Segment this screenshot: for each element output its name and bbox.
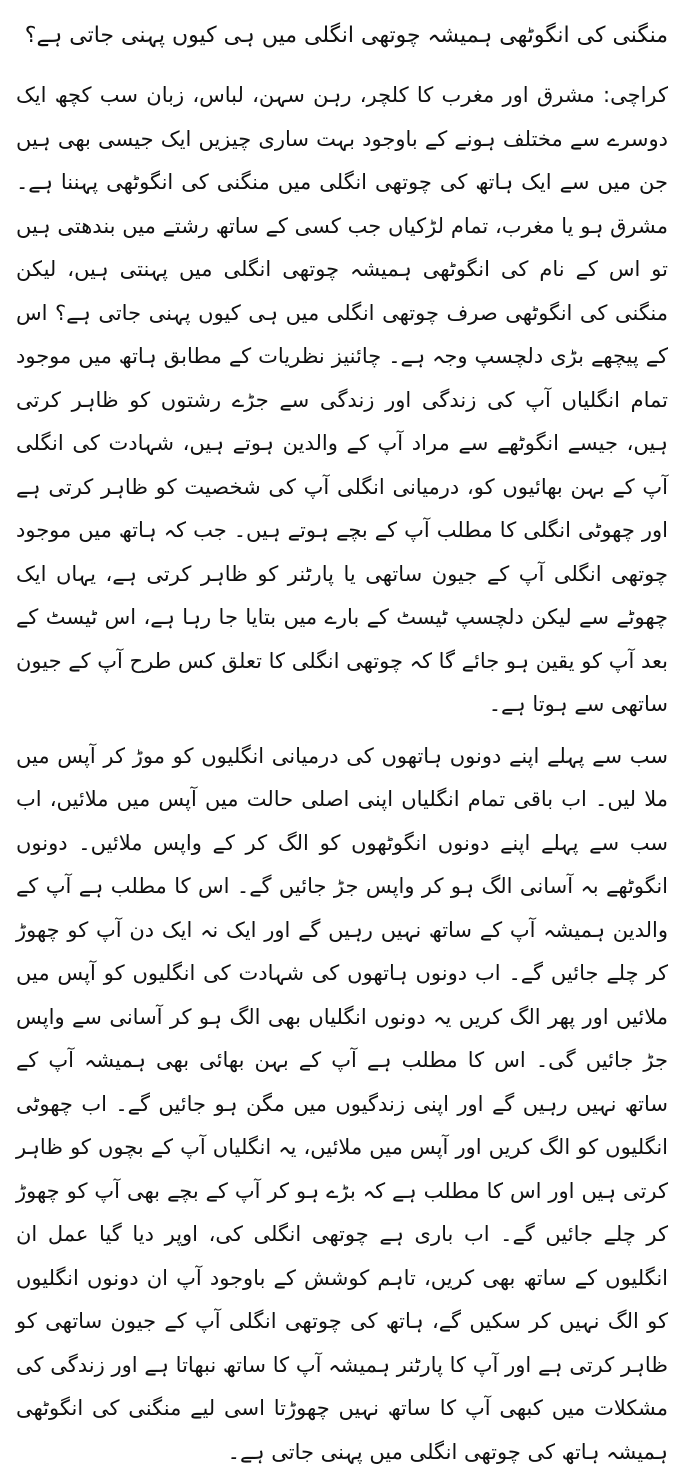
- article-paragraph-1: کراچی: مشرق اور مغرب کا کلچر، رہن سہن، لباس، زبان سب کچھ ایک دوسرے سے مختلف ہونے کے باوجود بہت ساری چیزیں ایک جیسی بھی ہیں جن میں سے ایک ہاتھ کی چوتھی انگلی میں منگنی کی انگوٹھی پہننا ہے۔ مشرق ہو یا مغرب، تمام لڑکیاں جب کسی کے ساتھ رشتے میں بندھتی ہیں تو اس کے نام کی انگوٹھی ہمیشہ چوتھی انگلی میں پہنتی ہیں، لیکن منگنی کی انگوٹھی صرف چوتھی انگلی میں ہی کیوں پہنی جاتی ہے؟ اس کے پیچھے بڑی دلچسپ وجہ ہے۔ چائنیز نظریات کے مطابق ہاتھ میں موجود تمام انگلیاں آپ کی زندگی اور زندگی سے جڑے رشتوں کو ظاہر کرتی ہیں، جیسے انگوٹھے سے مراد آپ کے والدین ہوتے ہیں، شہادت کی انگلی آپ کے بہن بھائیوں کو، درمیانی انگلی آپ کی شخصیت کو ظاہر کرتی ہے اور چھوٹی انگلی کا مطلب آپ کے بچے ہوتے ہیں۔ جب کہ ہاتھ میں موجود چوتھی انگلی آپ کے جیون ساتھی یا پارٹنر کو ظاہر کرتی ہے، یہاں ایک چھوٹے سے لیکن دلچسپ ٹیسٹ کے بارے میں بتایا جا رہا ہے، اس ٹیسٹ کے بعد آپ کو یقین ہو جائے گا کہ چوتھی انگلی کا تعلق کس طرح آپ کے جیون ساتھی سے ہوتا ہے۔: [16, 74, 668, 727]
- article-paragraph-2: سب سے پہلے اپنے دونوں ہاتھوں کی درمیانی انگلیوں کو موڑ کر آپس میں ملا لیں۔ اب باقی تمام انگلیاں اپنی اصلی حالت میں آپس میں ملائیں، اب سب سے پہلے اپنے دونوں انگوٹھوں کو الگ کر کے واپس ملائیں۔ دونوں انگوٹھے بہ آسانی الگ ہو کر واپس جڑ جائیں گے۔ اس کا مطلب ہے آپ کے والدین ہمیشہ آپ کے ساتھ نہیں رہیں گے اور ایک نہ ایک دن آپ کو چھوڑ کر چلے جائیں گے۔ اب دونوں ہاتھوں کی شہادت کی انگلیوں کو آپس میں ملائیں اور پھر الگ کریں یہ دونوں انگلیاں بھی الگ ہو کر آسانی سے واپس جڑ جائیں گی۔ اس کا مطلب ہے آپ کے بہن بھائی بھی ہمیشہ آپ کے ساتھ نہیں رہیں گے اور اپنی زندگیوں میں مگن ہو جائیں گے۔ اب چھوٹی انگلیوں کو الگ کریں اور آپس میں ملائیں، یہ انگلیاں آپ کے بچوں کو ظاہر کرتی ہیں اور اس کا مطلب ہے کہ بڑے ہو کر آپ کے بچے بھی آپ کو چھوڑ کر چلے جائیں گے۔ اب باری ہے چوتھی انگلی کی، اوپر دیا گیا عمل ان انگلیوں کے ساتھ بھی کریں، تاہم کوشش کے باوجود آپ ان دونوں انگلیوں کو الگ نہیں کر سکیں گے، ہاتھ کی چوتھی انگلی آپ کے جیون ساتھی کو ظاہر کرتی ہے اور آپ کا پارٹنر ہمیشہ آپ کا ساتھ نبھاتا ہے اور زندگی کی مشکلات میں کبھی آپ کا ساتھ نہیں چھوڑتا اسی لیے منگنی کی انگوٹھی ہمیشہ ہاتھ کی چوتھی انگلی میں پہنی جاتی ہے۔: [16, 735, 668, 1474]
- article-title: منگنی کی انگوٹھی ہمیشہ چوتھی انگلی میں ہی کیوں پہنی جاتی ہے؟: [16, 14, 668, 58]
